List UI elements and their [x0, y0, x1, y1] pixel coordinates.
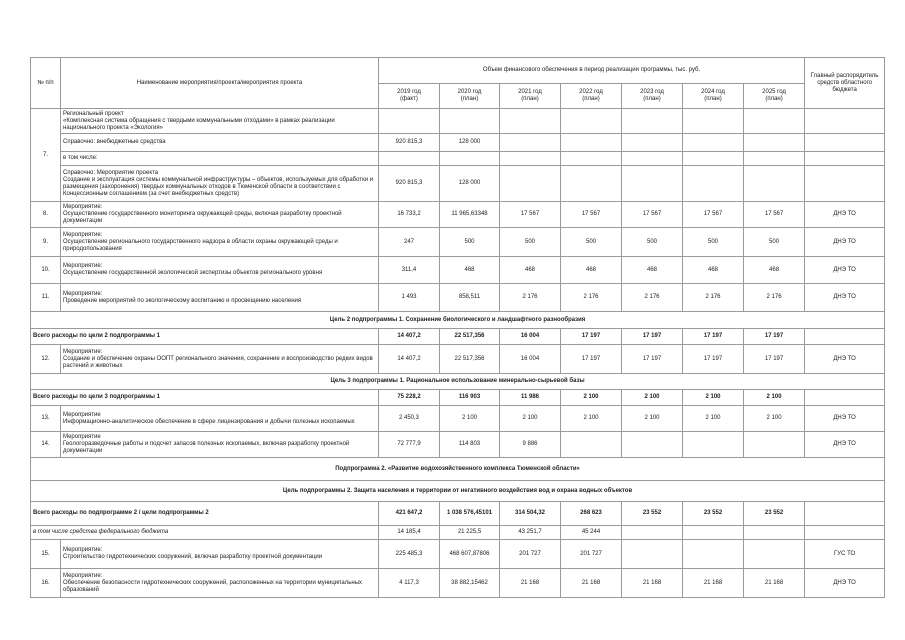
header-finance: Объем финансового обеспечения в период реализации программы, тыс. руб.: [379, 58, 805, 84]
total-value: 22 517,356: [440, 329, 500, 345]
value-cell: 17 567: [683, 202, 744, 228]
value-cell: 2 176: [622, 284, 683, 312]
value-cell: 1 493: [379, 284, 440, 312]
row-num: 7.: [31, 109, 61, 202]
total-value: 116 903: [440, 390, 500, 406]
row-num: 14.: [31, 432, 61, 458]
total-value: 17 197: [622, 329, 683, 345]
value-cell: 500: [561, 228, 622, 257]
row-num: 11.: [31, 284, 61, 312]
value-cell: 2 100: [744, 406, 805, 432]
value-cell: 17 197: [744, 345, 805, 374]
table-row: [31, 406, 885, 432]
row-activity-name: Справочно: Мероприятие проекта Создание и эксплуатация системы коммунальной инфраструктуры – объектов, используемых для обработки и размещения (захоронения) твердых коммунальных отходов в Тюменской области в соответствии с Концессионным соглашением (за счет внебюджетных средств): [61, 166, 379, 202]
total-value: 1 038 576,45101: [440, 502, 500, 526]
value-cell: 468: [744, 257, 805, 284]
value-cell: 500: [500, 228, 561, 257]
value-cell: 920 815,3: [379, 166, 440, 202]
value-cell: 201 727: [561, 540, 622, 569]
header-year: 2021 год (план): [500, 84, 561, 109]
total-value: 2 100: [622, 390, 683, 406]
section-title: Цель подпрограммы 2. Защита населения и территории от негативного воздействия вод и охрана водных объектов: [31, 481, 885, 502]
total-value: 75 228,2: [379, 390, 440, 406]
finance-table: [30, 57, 885, 598]
value-cell: 247: [379, 228, 440, 257]
row-name: Мероприятие: Проведение мероприятий по экологическому воспитанию и просвещению населения: [61, 284, 379, 312]
section-title: Цель 3 подпрограммы 1. Рациональное использование минерально-сырьевой базы: [31, 374, 885, 390]
value-cell: 858,511: [440, 284, 500, 312]
value-cell: [744, 540, 805, 569]
value-cell: 17 567: [561, 202, 622, 228]
ref-label: Справочно: внебюджетные средства: [61, 134, 379, 152]
row-name: Мероприятие: Создание и обеспечение охраны ООПТ регионального значения, сохранение и воспроизводство редких видов растений и животных: [61, 345, 379, 374]
value-cell: 17 567: [744, 202, 805, 228]
row-name: Мероприятие Геологоразведочные работы и подсчет запасов полезных ископаемых, включая разработку проектной документации: [61, 432, 379, 458]
row-num: 8.: [31, 202, 61, 228]
row-num: 13.: [31, 406, 61, 432]
row-name: Мероприятие: Обеспечение безопасности гидротехнических сооружений, расположенных на территории муниципальных образований: [61, 569, 379, 598]
value-cell: 2 100: [500, 406, 561, 432]
total-value: 17 197: [744, 329, 805, 345]
value-cell: 16 733,2: [379, 202, 440, 228]
section-title: Подпрограмма 2. «Развитие водохозяйственного комплекса Тюменской области»: [31, 458, 885, 481]
value-cell: 468: [561, 257, 622, 284]
value-cell: 500: [744, 228, 805, 257]
total-label: Всего расходы по цели 2 подпрограммы 1: [31, 329, 379, 345]
header-distributor: Главный распорядитель средств областного бюджета: [805, 58, 885, 109]
table-row: [31, 540, 885, 569]
value-cell: 16 004: [500, 345, 561, 374]
header-year: 2022 год (план): [561, 84, 622, 109]
value-cell: 14 185,4: [379, 526, 440, 540]
table-row: [31, 228, 885, 257]
value-cell: 225 485,3: [379, 540, 440, 569]
value-cell: 17 567: [500, 202, 561, 228]
header-name: Наименование мероприятия/проекта/мероприятия проекта: [61, 58, 379, 109]
value-cell: 2 176: [683, 284, 744, 312]
value-cell: 9 886: [500, 432, 561, 458]
row-project-name: Региональный проект «Комплексная система обращения с твердыми коммунальными отходами» в рамках реализации национального проекта «Экология»: [61, 109, 379, 134]
value-cell: 2 450,3: [379, 406, 440, 432]
header-year: 2020 год (план): [440, 84, 500, 109]
value-cell: [622, 526, 683, 540]
value-cell: 17 197: [683, 345, 744, 374]
header-year: 2019 год (факт): [379, 84, 440, 109]
value-cell: 500: [622, 228, 683, 257]
total-value: 14 407,2: [379, 329, 440, 345]
incl-label: в том числе:: [61, 152, 379, 166]
value-cell: 468 607,87806: [440, 540, 500, 569]
row-name: Мероприятие: Осуществление регионального государственного надзора в области охраны окружающей среды и природопользования: [61, 228, 379, 257]
value-cell: 500: [683, 228, 744, 257]
total-value: 421 647,2: [379, 502, 440, 526]
value-cell: 2 176: [561, 284, 622, 312]
table-row: [31, 257, 885, 284]
value-cell: 128 000: [440, 166, 500, 202]
total-value: 2 100: [744, 390, 805, 406]
total-value: 2 100: [561, 390, 622, 406]
distributor-cell: ДНЭ ТО: [805, 284, 885, 312]
total-value: 2 100: [683, 390, 744, 406]
value-cell: [744, 432, 805, 458]
row-name: Мероприятие: Строительство гидротехнических сооружений, включая разработку проектной документации: [61, 540, 379, 569]
value-cell: 201 727: [500, 540, 561, 569]
total-value: 23 552: [622, 502, 683, 526]
table-row: [31, 432, 885, 458]
value-cell: 2 100: [440, 406, 500, 432]
value-cell: 21 168: [744, 569, 805, 598]
total-value: 23 552: [683, 502, 744, 526]
header-year: 2025 год (план): [744, 84, 805, 109]
value-cell: 468: [622, 257, 683, 284]
value-cell: 920 815,3: [379, 134, 440, 152]
distributor-cell: ДНЭ ТО: [805, 202, 885, 228]
value-cell: 14 407,2: [379, 345, 440, 374]
value-cell: 2 100: [622, 406, 683, 432]
table-row: [31, 345, 885, 374]
total-label: Всего расходы по цели 3 подпрограммы 1: [31, 390, 379, 406]
row-num: 12.: [31, 345, 61, 374]
value-cell: 22 517,356: [440, 345, 500, 374]
value-cell: 2 176: [744, 284, 805, 312]
row-name: Мероприятие Информационно-аналитическое обеспечение в сфере лицензирования и добычи полезных ископаемых: [61, 406, 379, 432]
value-cell: 17 197: [622, 345, 683, 374]
total-value: 16 004: [500, 329, 561, 345]
value-cell: 17 567: [622, 202, 683, 228]
total-value: 268 623: [561, 502, 622, 526]
distributor-cell: ДНЭ ТО: [805, 345, 885, 374]
value-cell: 72 777,9: [379, 432, 440, 458]
value-cell: 468: [440, 257, 500, 284]
total-value: 314 504,32: [500, 502, 561, 526]
value-cell: [683, 432, 744, 458]
distributor-cell: ДНЭ ТО: [805, 228, 885, 257]
section-title: Цель 2 подпрограммы 1. Сохранение биологического и ландшафтного разнообразия: [31, 312, 885, 329]
total-value: 17 197: [683, 329, 744, 345]
total-value: 17 197: [561, 329, 622, 345]
distributor-cell: ДНЭ ТО: [805, 406, 885, 432]
value-cell: 17 197: [561, 345, 622, 374]
total-value: 11 986: [500, 390, 561, 406]
header-num: № п/п: [31, 58, 61, 109]
value-cell: 311,4: [379, 257, 440, 284]
value-cell: 21 168: [500, 569, 561, 598]
value-cell: 128 000: [440, 134, 500, 152]
value-cell: [622, 432, 683, 458]
value-cell: 114 803: [440, 432, 500, 458]
table-row: [31, 202, 885, 228]
row-num: 9.: [31, 228, 61, 257]
distributor-cell: ДНЭ ТО: [805, 569, 885, 598]
value-cell: [683, 526, 744, 540]
total-value: 23 552: [744, 502, 805, 526]
value-cell: 45 244: [561, 526, 622, 540]
value-cell: 468: [683, 257, 744, 284]
value-cell: 43 251,7: [500, 526, 561, 540]
value-cell: 4 117,3: [379, 569, 440, 598]
table-row: [31, 569, 885, 598]
value-cell: [683, 540, 744, 569]
header-year: 2023 год (план): [622, 84, 683, 109]
federal-label: в том числе средства федерального бюджета: [31, 526, 379, 540]
distributor-cell: ГУС ТО: [805, 540, 885, 569]
row-num: 15.: [31, 540, 61, 569]
value-cell: [744, 526, 805, 540]
value-cell: [561, 432, 622, 458]
value-cell: 11 965,63348: [440, 202, 500, 228]
header-year: 2024 год (план): [683, 84, 744, 109]
row-num: 16.: [31, 569, 61, 598]
distributor-cell: ДНЭ ТО: [805, 257, 885, 284]
value-cell: 21 168: [561, 569, 622, 598]
table-row: [31, 284, 885, 312]
value-cell: 2 176: [500, 284, 561, 312]
value-cell: 500: [440, 228, 500, 257]
value-cell: [622, 540, 683, 569]
value-cell: 21 225,5: [440, 526, 500, 540]
row-num: 10.: [31, 257, 61, 284]
total-label: Всего расходы по подпрограмме 2 / цели подпрограммы 2: [31, 502, 379, 526]
value-cell: 21 168: [622, 569, 683, 598]
row-name: Мероприятие: Осуществление государственной экологической экспертизы объектов регионального уровня: [61, 257, 379, 284]
value-cell: 38 882,15462: [440, 569, 500, 598]
distributor-cell: ДНЭ ТО: [805, 432, 885, 458]
value-cell: 21 168: [683, 569, 744, 598]
row-name: Мероприятие: Осуществление государственного мониторинга окружающей среды, включая разработку проектной документации: [61, 202, 379, 228]
value-cell: 2 100: [561, 406, 622, 432]
value-cell: 468: [500, 257, 561, 284]
value-cell: 2 100: [683, 406, 744, 432]
